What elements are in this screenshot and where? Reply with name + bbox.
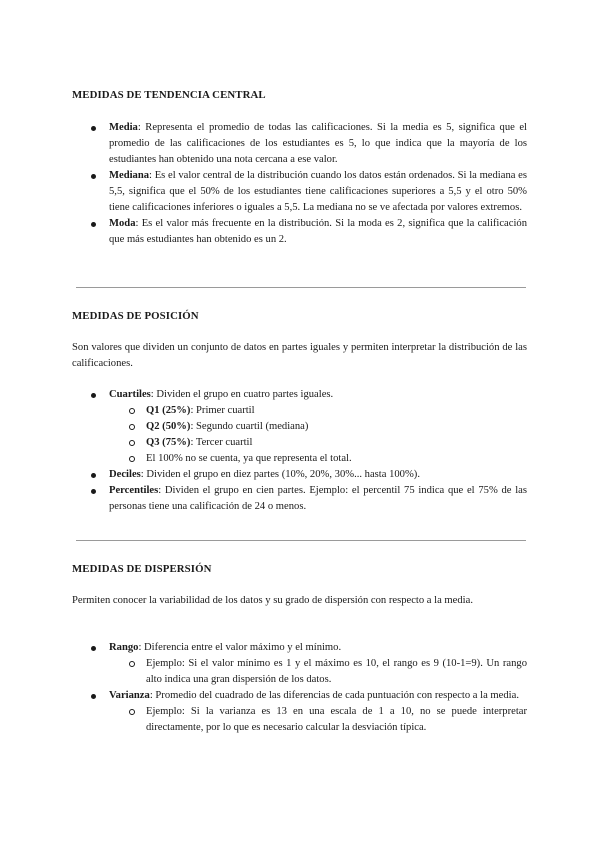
- term-moda: Moda: [109, 218, 136, 229]
- text-cuartiles: : Dividen el grupo en cuatro partes iguales.: [150, 389, 334, 400]
- sublist-item-q2: [109, 419, 527, 435]
- term-media: Media: [109, 122, 138, 133]
- text-moda: : Es el valor más frecuente en la distribución. Si la moda es 2, significa que la calificación que más estudiantes han obtenido es un 2.: [109, 218, 527, 245]
- list-tendencia-central: [72, 120, 527, 248]
- sublist-varianza: [72, 704, 527, 736]
- text-rango: : Diferencia entre el valor máximo y el mínimo.: [138, 642, 342, 653]
- text-media: : Representa el promedio de todas las calificaciones. Si la media es 5, significa que el promedio de las calificaciones de los estudiantes es 5, lo que indica que la mayoría de los estudiantes han obtenido una nota cercana a ese valor.: [109, 122, 527, 165]
- sublist-rango: [72, 656, 527, 688]
- term-q1: Q1 (25%): [146, 405, 191, 416]
- sublist-item-q3: [109, 435, 527, 451]
- text-varianza: : Promedio del cuadrado de las diferencias de cada puntuación con respecto a la media.: [149, 690, 519, 701]
- heading-dispersion: MEDIDAS DE DISPERSIÓN: [72, 563, 212, 575]
- text-q1: : Primer cuartil: [190, 405, 255, 416]
- list-item-mediana: [72, 168, 527, 216]
- sublist-item-q1: [109, 403, 527, 419]
- list-item-media: [72, 120, 527, 168]
- list-item-rango: [72, 640, 527, 688]
- heading-tendencia-central: MEDIDAS DE TENDENCIA CENTRAL: [72, 89, 266, 101]
- term-rango: Rango: [109, 642, 139, 653]
- text-mediana: : Es el valor central de la distribución cuando los datos están ordenados. Si la mediana es 5,5, significa que el 50% de los estudiantes tiene calificaciones superiores a 5,5 y el otro 50% tiene calificaciones inferiores o iguales a 5,5. La mediana no se ve afectada por valores extremos.: [109, 170, 527, 213]
- list-item-deciles: [72, 467, 527, 483]
- list-item-cuartiles: [72, 387, 527, 467]
- list-item-varianza: [72, 688, 527, 736]
- text-q2: : Segundo cuartil (mediana): [190, 421, 309, 432]
- sublist-item-varianza-ejemplo: [109, 704, 527, 736]
- list-item-moda: [72, 216, 527, 248]
- term-percentiles: Percentiles: [109, 485, 159, 496]
- text-q3: : Tercer cuartil: [190, 437, 253, 448]
- circle-bullet-icon: [129, 440, 135, 446]
- text-deciles: : Dividen el grupo en diez partes (10%, 20%, 30%... hasta 100%).: [140, 469, 420, 480]
- circle-bullet-icon: [129, 456, 135, 462]
- bullet-icon: [91, 126, 96, 131]
- circle-bullet-icon: [129, 408, 135, 414]
- intro-dispersion: Permiten conocer la variabilidad de los datos y su grado de dispersión con respecto a la media.: [72, 595, 473, 606]
- intro-posicion: Son valores que dividen un conjunto de datos en partes iguales y permiten interpretar la distribución de las calificaciones.: [72, 342, 527, 369]
- term-mediana: Mediana: [109, 170, 150, 181]
- text-rango-ejemplo: Ejemplo: Si el valor mínimo es 1 y el máximo es 10, el rango es 9 (10-1=9). Un rango alto indica una gran dispersión de los datos.: [146, 658, 527, 685]
- circle-bullet-icon: [129, 661, 135, 667]
- list-posicion: [72, 387, 527, 515]
- bullet-icon: [91, 222, 96, 227]
- sublist-cuartiles: [72, 403, 527, 467]
- text-total: El 100% no se cuenta, ya que representa el total.: [146, 453, 352, 464]
- bullet-icon: [91, 393, 96, 398]
- horizontal-divider: [76, 540, 526, 541]
- bullet-icon: [91, 646, 96, 651]
- bullet-icon: [91, 694, 96, 699]
- heading-posicion: MEDIDAS DE POSICIÓN: [72, 310, 199, 322]
- text-percentiles: : Dividen el grupo en cien partes. Ejemplo: el percentil 75 indica que el 75% de las personas tiene una calificación de 24 o menos.: [109, 485, 527, 512]
- circle-bullet-icon: [129, 709, 135, 715]
- term-q3: Q3 (75%): [146, 437, 191, 448]
- term-q2: Q2 (50%): [146, 421, 191, 432]
- list-dispersion: [72, 640, 527, 736]
- text-varianza-ejemplo: Ejemplo: Si la varianza es 13 en una escala de 1 a 10, no se puede interpretar directamente, por lo que es necesario calcular la desviación típica.: [146, 706, 527, 733]
- bullet-icon: [91, 489, 96, 494]
- bullet-icon: [91, 174, 96, 179]
- term-varianza: Varianza: [109, 690, 150, 701]
- circle-bullet-icon: [129, 424, 135, 430]
- term-cuartiles: Cuartiles: [109, 389, 151, 400]
- bullet-icon: [91, 473, 96, 478]
- term-deciles: Deciles: [109, 469, 141, 480]
- list-item-percentiles: [72, 483, 527, 515]
- sublist-item-total: [109, 451, 527, 467]
- horizontal-divider: [76, 287, 526, 288]
- sublist-item-rango-ejemplo: [109, 656, 527, 688]
